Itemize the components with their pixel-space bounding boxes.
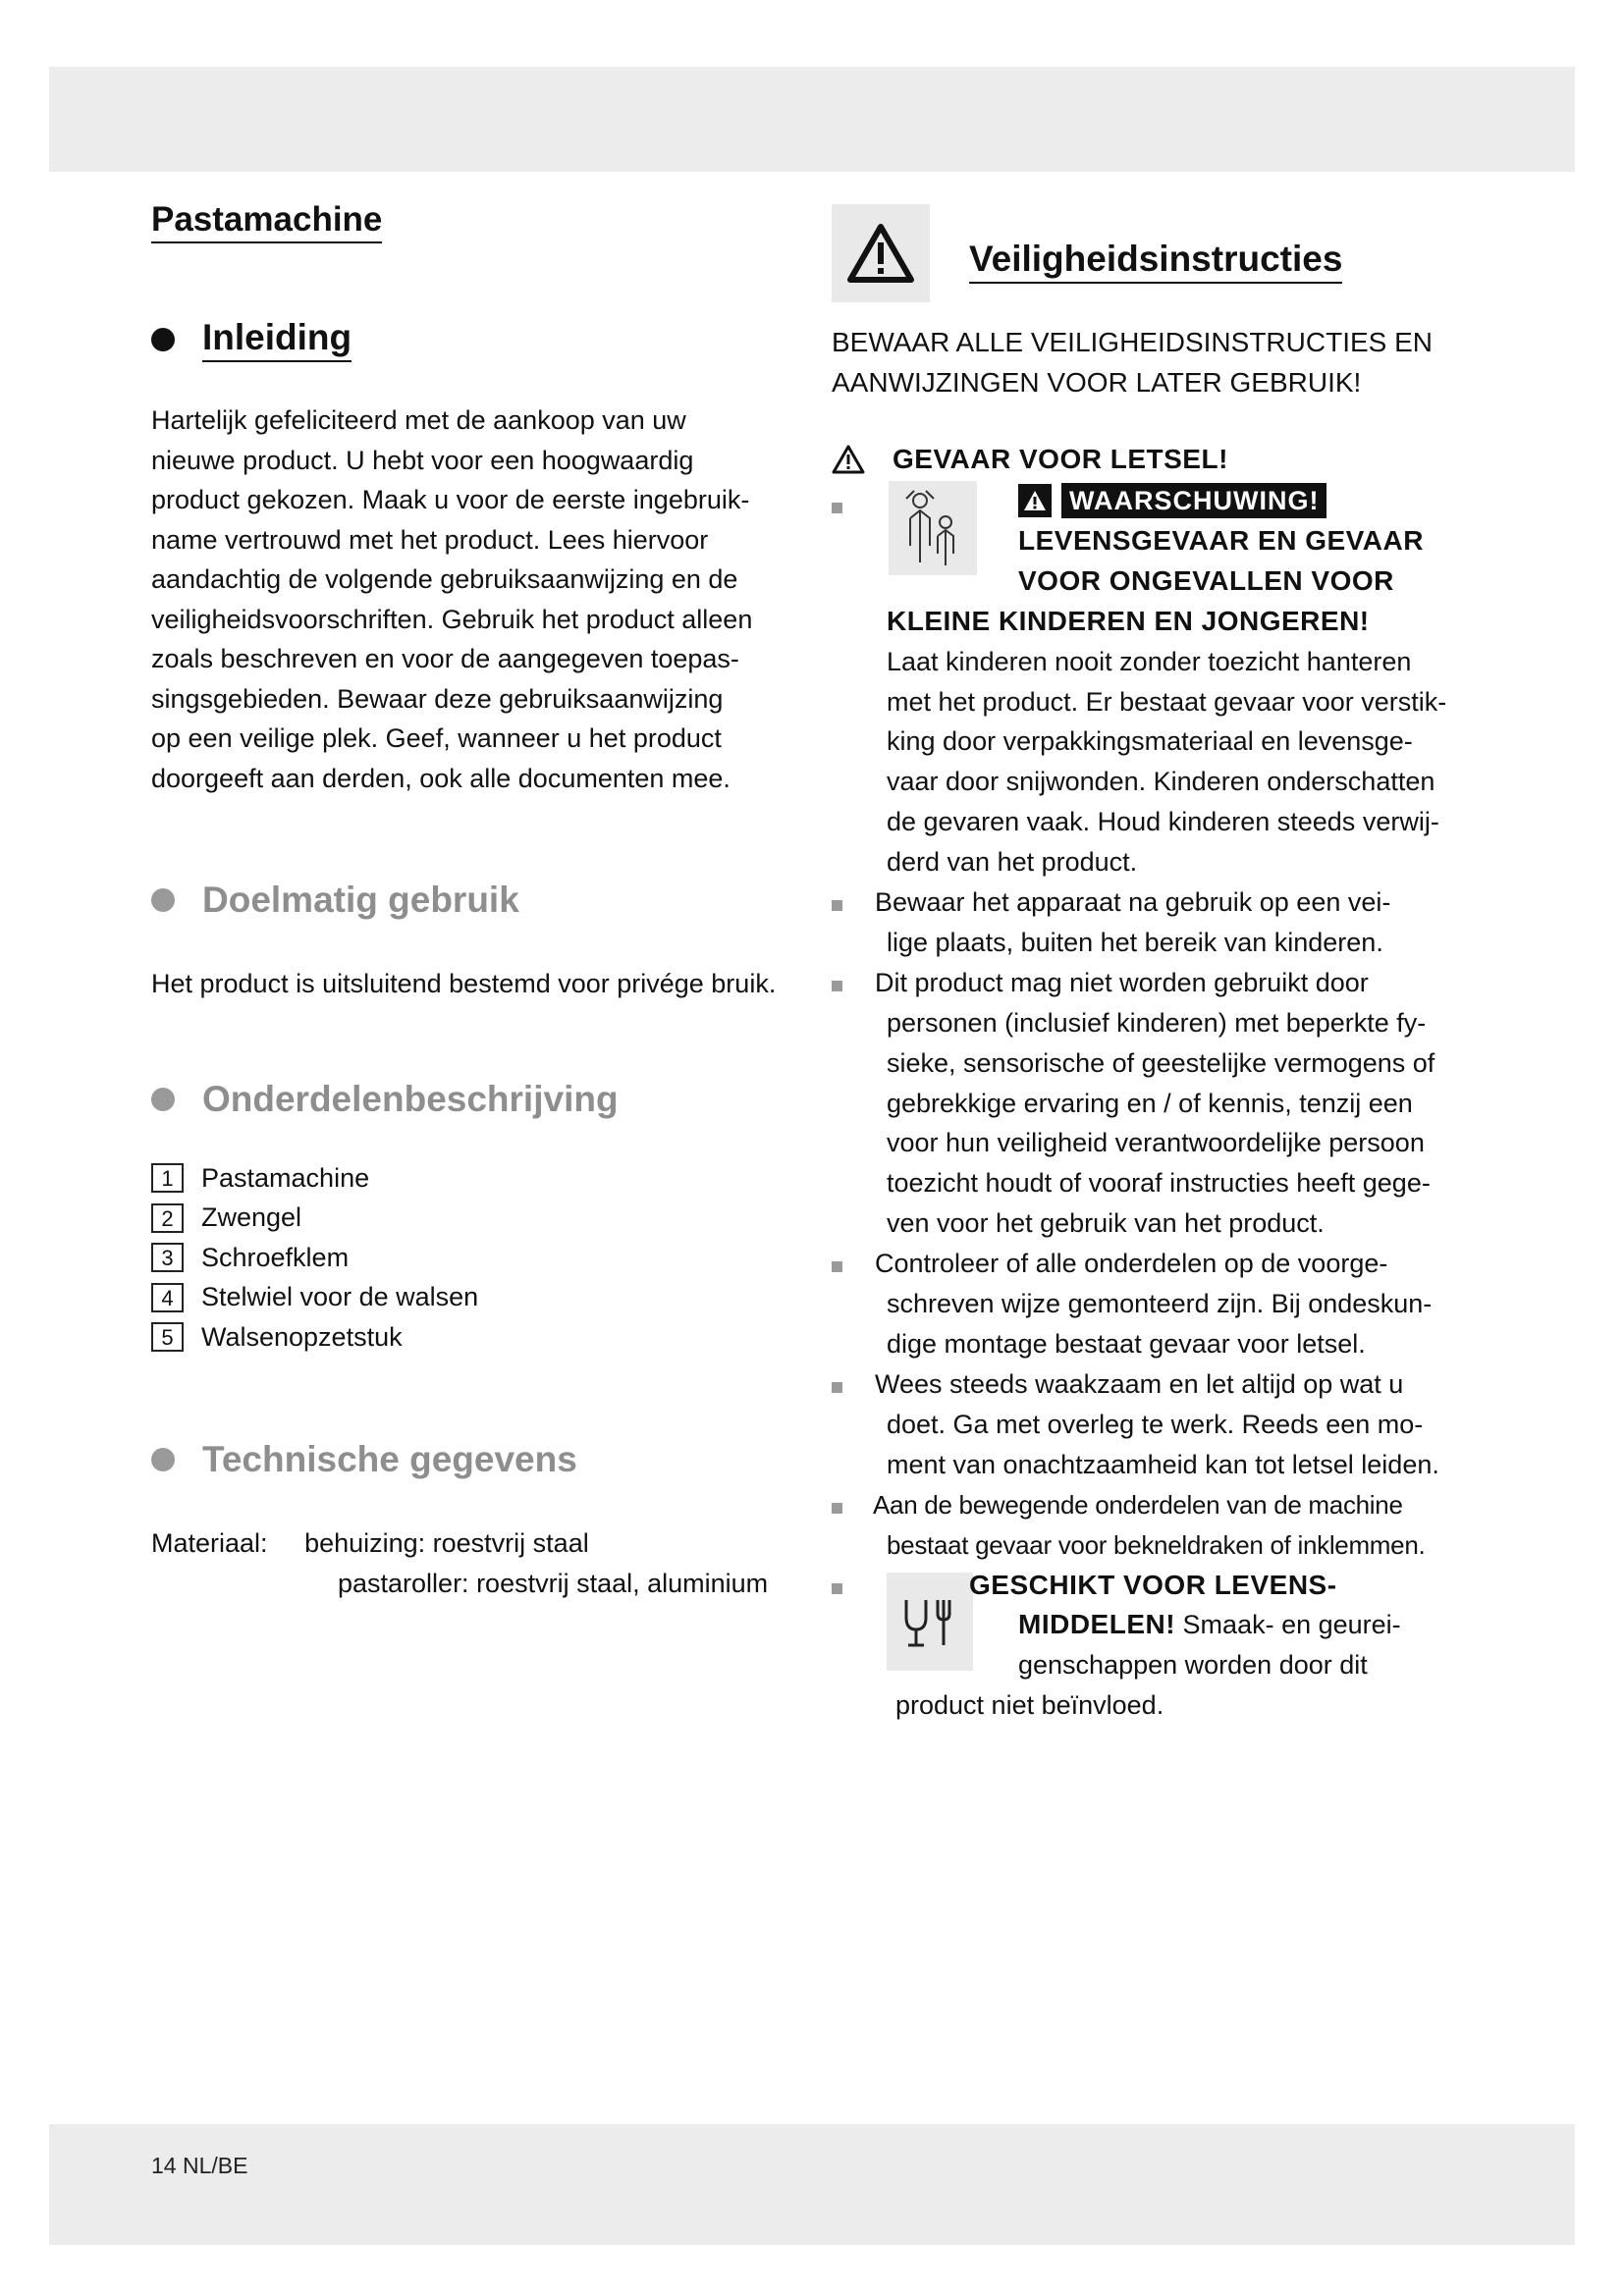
- bullet-dot-icon: [151, 1088, 175, 1111]
- intended-use-text: Het product is uitsluitend bestemd voor privége bruik.: [151, 969, 777, 998]
- warning-box: [832, 204, 930, 302]
- child-warning-text: derd van het product.: [887, 847, 1138, 877]
- list-item: [151, 1158, 478, 1199]
- part-label: Walsenopzetstuk: [201, 1321, 403, 1352]
- bullet-text: ment van onachtzaamheid kan tot letsel leiden.: [887, 1450, 1439, 1479]
- child-warning-text: vaar door snijwonden. Kinderen onderschatten: [887, 767, 1435, 796]
- tech-heading: Technische gegevens: [151, 1438, 577, 1481]
- part-number: 4: [151, 1283, 184, 1312]
- bullet-text: lige plaats, buiten het bereik van kinderen.: [887, 928, 1383, 957]
- bullet-text: schreven wijze gemonteerd zijn. Bij ondeskun-: [887, 1289, 1433, 1318]
- bullet-text: voor hun veiligheid verantwoordelijke persoon: [887, 1128, 1425, 1157]
- danger-title: GEVAAR VOOR LETSEL!: [832, 444, 1228, 475]
- child-safety-icon: [898, 489, 967, 567]
- part-label: Zwengel: [201, 1202, 302, 1233]
- bullet-square-icon: [832, 900, 842, 911]
- list-item: [151, 1199, 478, 1239]
- bullet-text: Controleer of alle onderdelen op de voorge-: [875, 1249, 1388, 1278]
- safety-heading: Veiligheidsinstructies: [969, 238, 1342, 284]
- warning-triangle-icon: [832, 445, 865, 474]
- part-number: 5: [151, 1322, 184, 1352]
- bullet-text: gebrekkige ervaring en / of kennis, tenzij een: [887, 1089, 1413, 1118]
- warning-triangle-icon: [846, 223, 915, 284]
- parts-heading: Onderdelenbeschrijving: [151, 1078, 619, 1121]
- bullet-text: Aan de bewegende onderdelen van de machine: [873, 1490, 1403, 1520]
- food-safe-line: genschappen worden door dit: [1018, 1650, 1368, 1680]
- child-warning-line: VOOR ONGEVALLEN VOOR: [1018, 565, 1394, 596]
- list-item: [151, 1317, 478, 1358]
- keep-instructions-line: BEWAAR ALLE VEILIGHEIDSINSTRUCTIES EN: [832, 327, 1434, 357]
- bullet-dot-icon: [151, 1448, 175, 1471]
- list-item: [151, 1238, 478, 1278]
- part-label: Stelwiel voor de walsen: [201, 1282, 479, 1312]
- bullet-text: dige montage bestaat gevaar voor letsel.: [887, 1329, 1366, 1359]
- child-warning-line: LEVENSGEVAAR EN GEVAAR: [1018, 525, 1424, 556]
- keep-instructions-line: AANWIJZINGEN VOOR LATER GEBRUIK!: [832, 367, 1362, 398]
- child-warning-pictogram: [889, 481, 977, 575]
- bullet-square-icon: [832, 503, 842, 513]
- bullet-dot-icon: [151, 328, 175, 351]
- part-number: 3: [151, 1243, 184, 1272]
- parts-list: [151, 1158, 478, 1358]
- food-safe-line: product niet beïnvloed.: [895, 1690, 1164, 1720]
- tech-label: Materiaal:: [151, 1528, 268, 1558]
- bullet-square-icon: [832, 1503, 842, 1514]
- bullet-text: doet. Ga met overleg te werk. Reeds een mo-: [887, 1410, 1424, 1439]
- header-band: [49, 67, 1575, 172]
- footer-band: [49, 2124, 1575, 2245]
- bullet-square-icon: [832, 981, 842, 991]
- tech-row: [151, 1523, 589, 1564]
- bullet-text: Bewaar het apparaat na gebruik op een vei-: [875, 887, 1391, 917]
- part-label: Pastamachine: [201, 1162, 370, 1193]
- intended-use-heading: Doelmatig gebruik: [151, 879, 519, 922]
- page-number: 14 NL/BE: [151, 2153, 248, 2178]
- list-item: [151, 1278, 478, 1318]
- warning-triangle-icon: [1018, 484, 1052, 517]
- bullet-text: Wees steeds waakzaam en let altijd op wat u: [875, 1369, 1404, 1399]
- food-safe-title: GESCHIKT VOOR LEVENS-: [969, 1570, 1337, 1600]
- intro-heading: Inleiding: [151, 316, 352, 362]
- document-title: Pastamachine: [151, 200, 382, 243]
- bullet-dot-icon: [151, 888, 175, 912]
- bullet-text: bestaat gevaar voor bekneldraken of inklemmen.: [887, 1530, 1426, 1560]
- part-number: 1: [151, 1163, 184, 1193]
- warning-word: WAARSCHUWING!: [1061, 483, 1326, 518]
- bullet-text: personen (inclusief kinderen) met beperkte fy-: [887, 1008, 1427, 1038]
- bullet-text: Dit product mag niet worden gebruikt door: [875, 968, 1369, 997]
- child-warning-text: met het product. Er bestaat gevaar voor verstik-: [887, 687, 1447, 717]
- child-warning-text: de gevaren vaak. Houd kinderen steeds verwij-: [887, 807, 1439, 836]
- child-warning-line: KLEINE KINDEREN EN JONGEREN!: [887, 606, 1370, 636]
- food-safe-line: MIDDELEN! Smaak- en geurei-: [1018, 1609, 1401, 1639]
- tech-value: behuizing: roestvrij staal: [304, 1528, 589, 1558]
- bullet-square-icon: [832, 1583, 842, 1594]
- warning-label: [1018, 483, 1326, 518]
- tech-value: pastaroller: roestvrij staal, aluminium: [338, 1569, 769, 1598]
- child-warning-text: king door verpakkingsmateriaal en levensge-: [887, 726, 1413, 756]
- child-warning-text: Laat kinderen nooit zonder toezicht hanteren: [887, 647, 1412, 676]
- bullet-square-icon: [832, 1261, 842, 1272]
- food-safe-pictogram: [887, 1573, 973, 1671]
- bullet-text: sieke, sensorische of geestelijke vermogens of: [887, 1048, 1435, 1078]
- bullet-text: ven voor het gebruik van het product.: [887, 1208, 1325, 1238]
- glass-fork-icon: [900, 1592, 959, 1651]
- bullet-square-icon: [832, 1382, 842, 1393]
- intro-paragraph: Hartelijk gefeliciteerd met de aankoop van uw nieuwe product. U hebt voor een hoogwaardig product gekozen. Maak u voor de eerste ingebruik- name vertrouwd met het product. Lees hiervoor aandachtig de volgende gebruiksaanwijzing en de veiligheidsvoorschriften. Gebruik het product alleen zoals beschreven en voor de aangegeven toepas- singsgebieden. Bewaar deze gebruiksaanwijzing op een veilige plek. Geef, wanneer u het product doorgeeft aan derden, ook alle documenten mee.: [151, 405, 753, 793]
- part-number: 2: [151, 1203, 184, 1233]
- bullet-text: toezicht houdt of vooraf instructies heeft gege-: [887, 1168, 1431, 1198]
- part-label: Schroefklem: [201, 1242, 350, 1272]
